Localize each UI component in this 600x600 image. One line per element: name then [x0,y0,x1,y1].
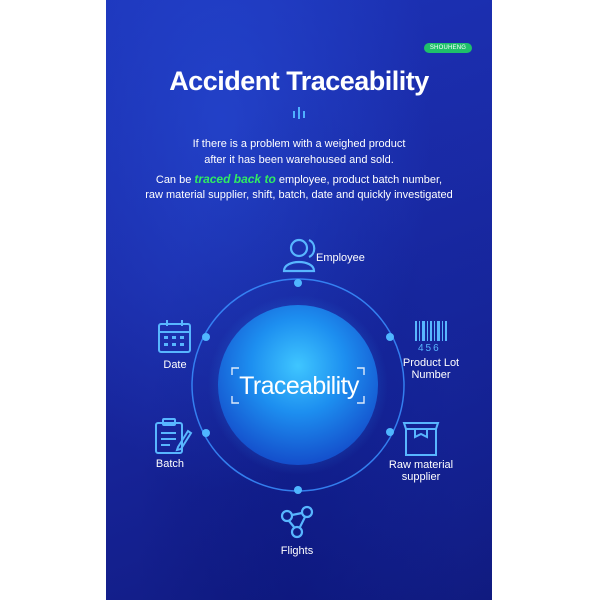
brand-badge: SHOUHENG [424,43,472,53]
employee-label: Employee [316,252,365,264]
description-suffix: employee, product batch number, [275,174,443,186]
clipboard-icon [156,419,191,453]
raw-material-line-1: Raw material [388,459,454,471]
product-lot-line-1: Product Lot [402,357,460,369]
product-lot-line-2: Number [411,369,451,381]
employee-icon [284,240,314,271]
product-lot-label [400,357,462,381]
traceability-diagram [106,225,492,565]
date-label: Date [163,359,187,371]
page-title: Accident Traceability [169,66,429,96]
highlight-text: traced back to [194,172,276,186]
calendar-grid [164,336,184,346]
description-line-4: raw material supplier, shift, batch, date and quickly investigated [145,189,453,201]
title-divider-icon [291,106,307,120]
description-line-3 [106,171,492,188]
barcode-icon [415,321,447,341]
raw-material-label [384,459,458,483]
flights-label: Flights [280,545,314,557]
barcode-digits: 456 [418,343,441,354]
traceability-panel [106,0,492,600]
raw-material-line-2: supplier [401,471,441,483]
description-line-1: If there is a problem with a weighed product [192,138,406,150]
description-line-2: after it has been warehoused and sold. [204,154,394,166]
center-label: Traceability [239,372,359,400]
box-icon [404,423,438,455]
batch-label: Batch [155,458,185,470]
description-prefix: Can be [155,174,195,186]
network-icon [282,507,312,537]
